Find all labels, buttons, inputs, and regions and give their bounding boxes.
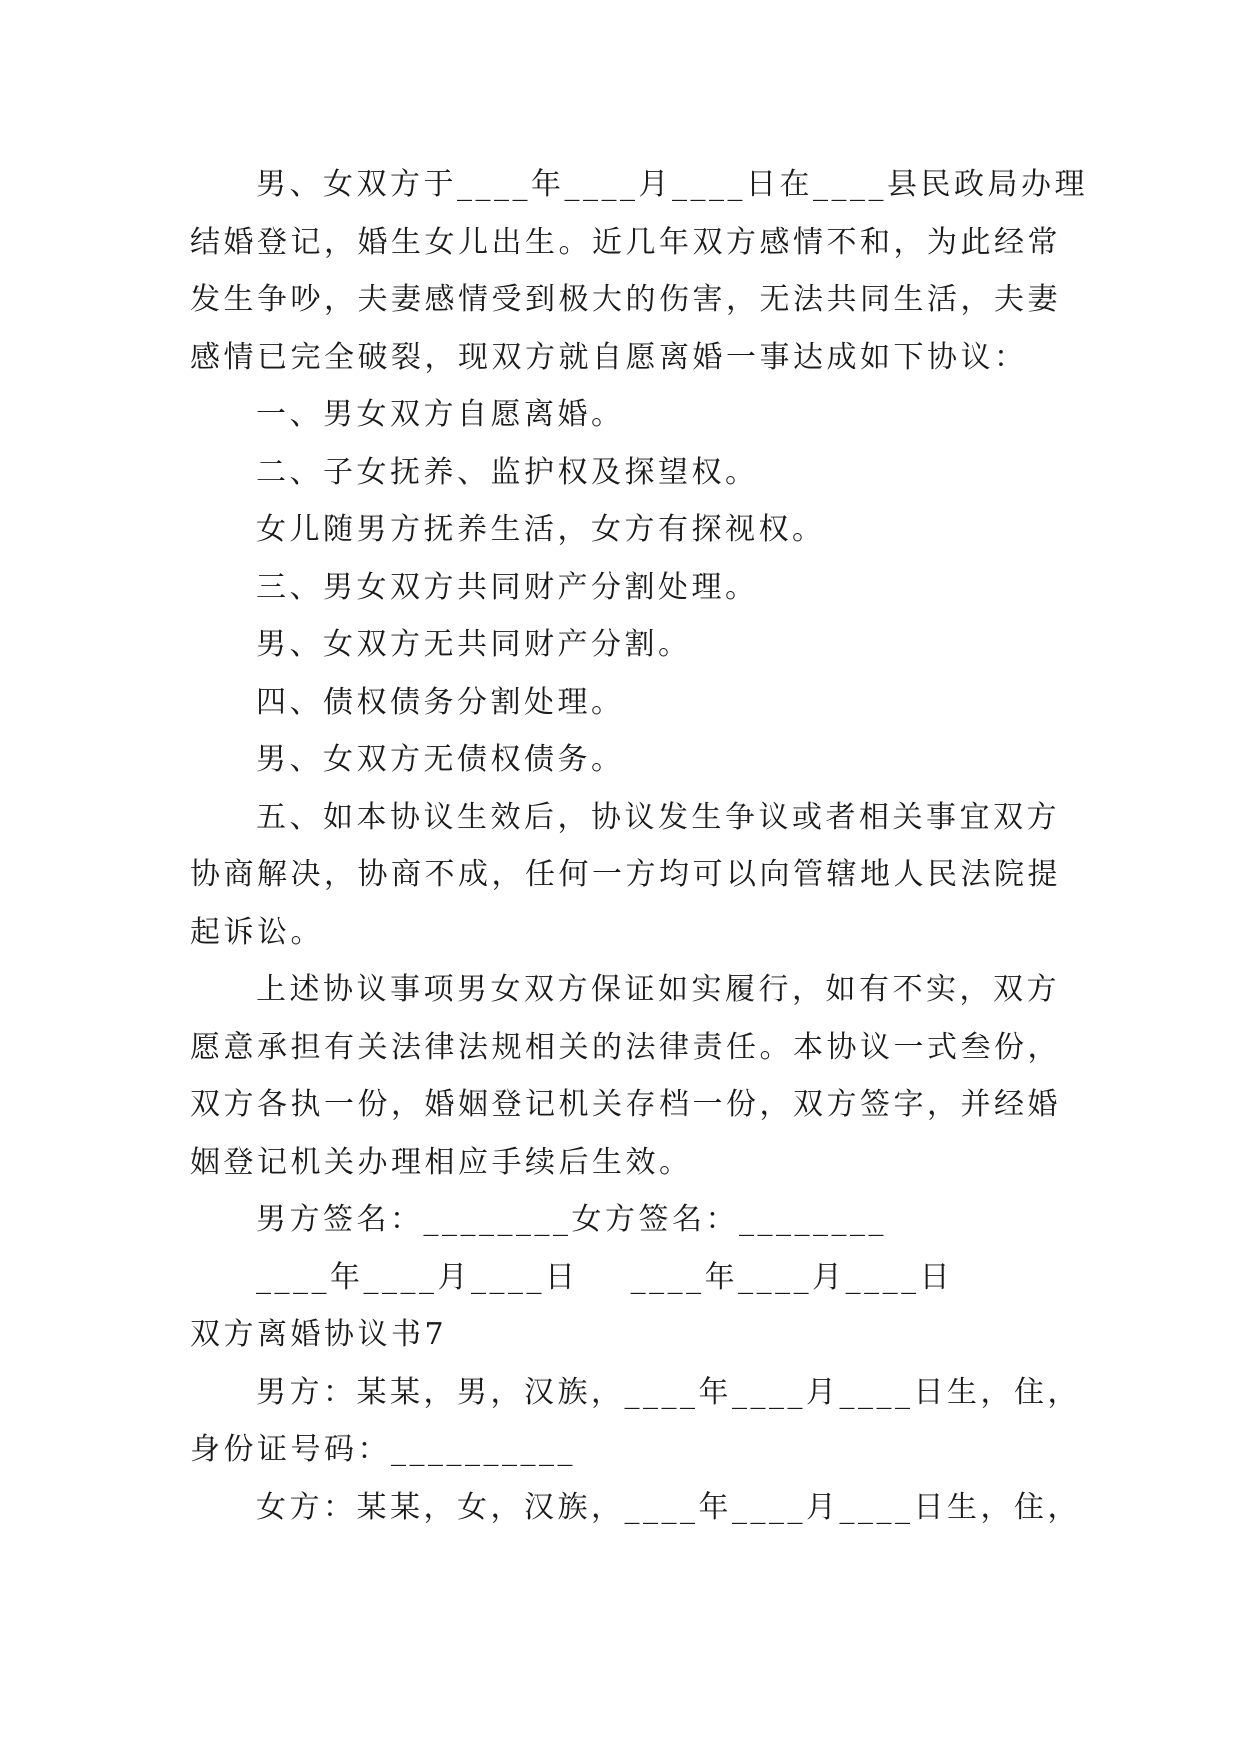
text-line: 发生争吵，夫妻感情受到极大的伤害，无法共同生活，夫妻 bbox=[190, 282, 1061, 317]
paragraph-guarantee bbox=[190, 961, 1060, 1191]
text-line: 愿意承担有关法律法规相关的法律责任。本协议一式叁份， bbox=[190, 1029, 1061, 1065]
text-line: 感情已完全破裂，现双方就自愿离婚一事达成如下协议： bbox=[190, 339, 1028, 375]
text-line: 协商解决，协商不成，任何一方均可以向管辖地人民法院提 bbox=[190, 857, 1061, 892]
section-title: 双方离婚协议书7 bbox=[190, 1317, 448, 1352]
clause-two-detail: 女儿随男方抚养生活，女方有探视权。 bbox=[256, 512, 826, 547]
party-male-info bbox=[190, 1364, 1081, 1479]
text-line: 起诉讼。 bbox=[190, 914, 324, 950]
clause-five bbox=[190, 789, 1060, 962]
party-female-info: 女方：某某，女，汉族，____年____月____日生，住， bbox=[256, 1489, 1081, 1525]
text-line: 姻登记机关办理相应手续后生效。 bbox=[190, 1144, 693, 1180]
signature-date-line: ____年____月____日 ____年____月____日 bbox=[256, 1259, 954, 1295]
clause-two: 二、子女抚养、监护权及探望权。 bbox=[256, 454, 759, 490]
signature-line: 男方签名：________女方签名：________ bbox=[256, 1202, 887, 1237]
paragraph-marriage-background bbox=[190, 156, 1088, 386]
text-line: 上述协议事项男女双方保证如实履行，如有不实，双方 bbox=[256, 972, 1060, 1007]
text-line: 结婚登记，婚生女儿出生。近几年双方感情不和，为此经常 bbox=[190, 224, 1061, 260]
clause-four-detail: 男、女双方无债权债务。 bbox=[256, 742, 625, 777]
text-line: 双方各执一份，婚姻登记机关存档一份，双方签字，并经婚 bbox=[190, 1087, 1061, 1122]
text-line: 五、如本协议生效后，协议发生争议或者相关事宜双方 bbox=[256, 799, 1060, 835]
clause-one: 一、男女双方自愿离婚。 bbox=[256, 397, 625, 432]
text-line: 男方：某某，男，汉族，____年____月____日生，住， bbox=[256, 1374, 1081, 1410]
text-line: 男、女双方于____年____月____日在____县民政局办理 bbox=[256, 167, 1088, 202]
clause-three: 三、男女双方共同财产分割处理。 bbox=[256, 569, 759, 605]
clause-three-detail: 男、女双方无共同财产分割。 bbox=[256, 627, 692, 662]
document-body bbox=[190, 156, 1088, 1536]
text-line: 身份证号码：__________ bbox=[190, 1432, 576, 1467]
clause-four: 四、债权债务分割处理。 bbox=[256, 684, 625, 720]
